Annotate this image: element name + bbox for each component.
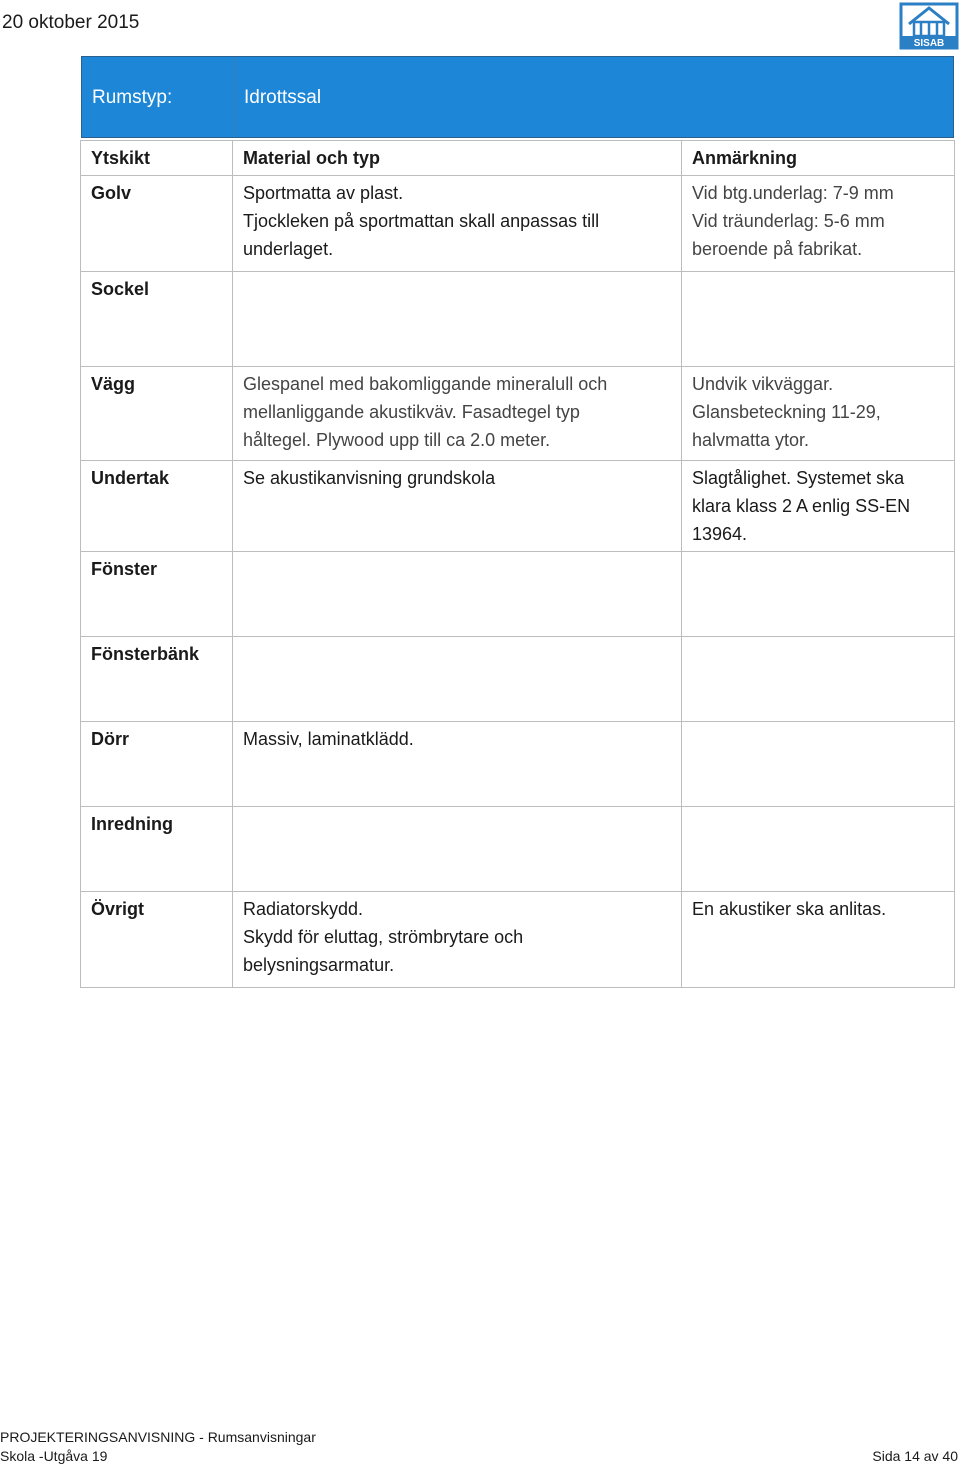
- material-line: Glespanel med bakomliggande mineralull och: [243, 374, 608, 394]
- note-line: klara klass 2 A enlig SS-EN: [692, 496, 911, 516]
- material-line: Tjockleken på sportmattan skall anpassas till: [243, 211, 600, 231]
- note-line: halvmatta ytor.: [692, 430, 810, 450]
- table-row: [81, 176, 955, 272]
- material-line: Sportmatta av plast.: [243, 183, 404, 203]
- note-line: Vid btg.underlag: 7-9 mm: [692, 183, 894, 203]
- note-cell: [682, 461, 955, 552]
- row-name: Sockel: [81, 272, 233, 367]
- logo-text: SISAB: [913, 38, 945, 49]
- table-row: [81, 461, 955, 552]
- material-line: underlaget.: [243, 239, 334, 259]
- material-line: Radiatorskydd.: [243, 899, 364, 919]
- note-cell: [682, 892, 955, 988]
- row-name: Fönsterbänk: [81, 637, 233, 722]
- room-type-header: [81, 56, 954, 138]
- material-cell: [233, 367, 682, 461]
- table-row: [81, 367, 955, 461]
- material-cell: [233, 176, 682, 272]
- note-cell: [682, 272, 955, 367]
- footer-edition: Skola -Utgåva 19: [0, 1448, 108, 1464]
- table-row: [81, 722, 955, 807]
- material-cell: [233, 461, 682, 552]
- note-cell: [682, 807, 955, 892]
- table-row: [81, 892, 955, 988]
- note-line: 13964.: [692, 524, 748, 544]
- note-cell: [682, 367, 955, 461]
- material-cell: [233, 272, 682, 367]
- table-row: [81, 552, 955, 637]
- note-cell: [682, 722, 955, 807]
- row-name: Övrigt: [81, 892, 233, 988]
- col-header-material: Material och typ: [233, 141, 682, 176]
- row-name: Dörr: [81, 722, 233, 807]
- col-header-anmarkning: Anmärkning: [682, 141, 955, 176]
- note-cell: [682, 176, 955, 272]
- sisab-logo-icon: [899, 0, 959, 50]
- material-cell: [233, 637, 682, 722]
- note-line: Undvik vikväggar.: [692, 374, 834, 394]
- row-name: Golv: [81, 176, 233, 272]
- table-row: [81, 637, 955, 722]
- col-header-ytskikt: Ytskikt: [81, 141, 233, 176]
- material-cell: [233, 722, 682, 807]
- table-header-row: [81, 141, 955, 176]
- material-cell: [233, 892, 682, 988]
- footer-page-number: Sida 14 av 40: [872, 1448, 958, 1464]
- note-line: Slagtålighet. Systemet ska: [692, 468, 905, 488]
- table-row: [81, 807, 955, 892]
- material-line: mellanliggande akustikväv. Fasadtegel typ: [243, 402, 580, 422]
- row-name: Undertak: [81, 461, 233, 552]
- material-cell: [233, 552, 682, 637]
- material-line: Se akustikanvisning grundskola: [243, 468, 496, 488]
- row-name: Vägg: [81, 367, 233, 461]
- room-type-value: Idrottssal: [244, 87, 322, 108]
- note-line: Glansbeteckning 11-29,: [692, 402, 881, 422]
- room-spec-table: [80, 140, 955, 988]
- note-line: beroende på fabrikat.: [692, 239, 863, 259]
- material-cell: [233, 807, 682, 892]
- material-line: Massiv, laminatklädd.: [243, 729, 414, 749]
- note-cell: [682, 637, 955, 722]
- material-line: Skydd för eluttag, strömbrytare och: [243, 927, 524, 947]
- document-date: 20 oktober 2015: [2, 12, 140, 33]
- row-name: Fönster: [81, 552, 233, 637]
- note-line: Vid träunderlag: 5-6 mm: [692, 211, 885, 231]
- table-row: [81, 272, 955, 367]
- header-divider: [234, 57, 235, 137]
- material-line: belysningsarmatur.: [243, 955, 395, 975]
- footer-doc-title: PROJEKTERINGSANVISNING - Rumsanvisningar: [0, 1429, 316, 1445]
- material-line: håltegel. Plywood upp till ca 2.0 meter.: [243, 430, 551, 450]
- note-line: En akustiker ska anlitas.: [692, 899, 887, 919]
- room-type-label: Rumstyp:: [92, 87, 173, 108]
- note-cell: [682, 552, 955, 637]
- row-name: Inredning: [81, 807, 233, 892]
